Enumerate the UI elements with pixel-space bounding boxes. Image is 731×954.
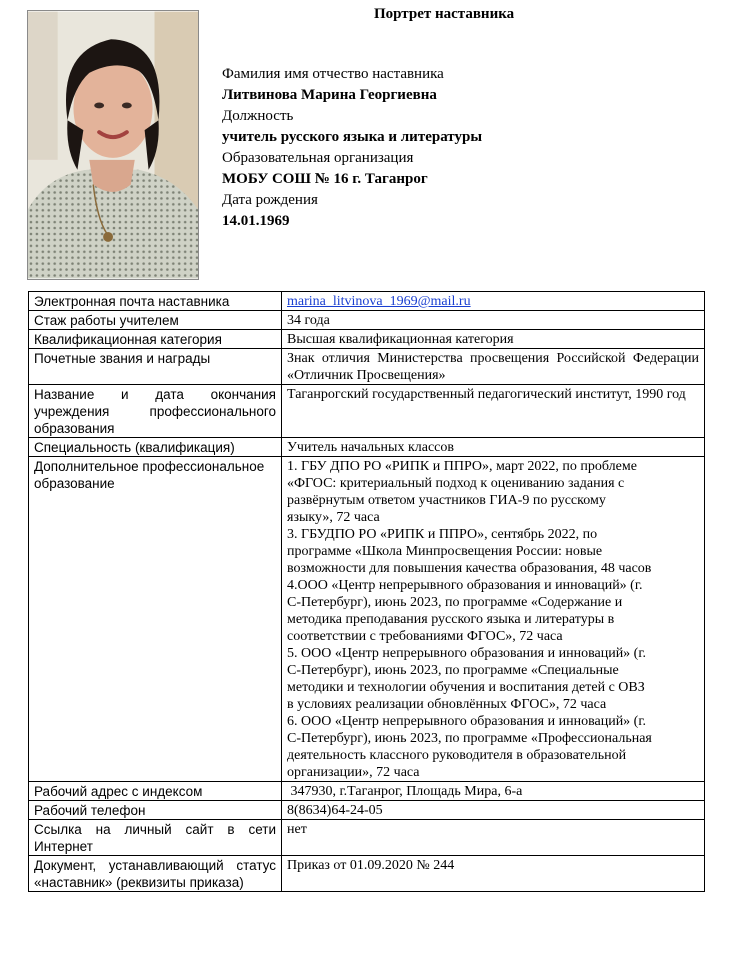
table-row-phone: [29, 801, 705, 820]
specialty-value: Учитель начальных классов: [282, 438, 705, 457]
phone-value: 8(8634)64-24-05: [282, 801, 705, 820]
table-row-website: [29, 820, 705, 856]
category-label: Квалификационная категория: [29, 330, 282, 349]
awards-label: Почетные звания и награды: [29, 349, 282, 385]
page-title: Портрет наставника: [374, 6, 515, 22]
extra-edu-line: деятельность классного руководителя в образовательной: [287, 748, 627, 763]
email-label: Электронная почта наставника: [29, 292, 282, 311]
website-label: Ссылка на личный сайт в сети Интернет: [29, 820, 282, 856]
experience-value: 34 года: [282, 311, 705, 330]
extra-edu-line: языку», 72 часа: [287, 510, 380, 525]
phone-label: Рабочий телефон: [29, 801, 282, 820]
address-label: Рабочий адрес с индексом: [29, 782, 282, 801]
extra-edu-line: организации», 72 часа: [287, 765, 420, 780]
table-row-specialty: [29, 438, 705, 457]
table-row-institution: [29, 385, 705, 438]
extra-edu-line: С-Петербург), июнь 2023, по программе «Профессиональная: [287, 731, 652, 746]
extra-edu-line: 4.ООО «Центр непрерывного образования и инноваций» (г.: [287, 578, 643, 593]
extra-edu-line: возможности для повышения качества образования, 48 часов: [287, 561, 652, 576]
table-row-extra-education: [29, 457, 705, 782]
extra-edu-line: «ФГОС: критериальный подход к оцениванию задания с: [287, 476, 625, 491]
portrait-image: [28, 11, 198, 279]
table-row-awards: [29, 349, 705, 385]
extra-edu-line: 5. ООО «Центр непрерывного образования и инноваций» (г.: [287, 646, 647, 661]
institution-label: Название и дата окончания учреждения профессионального образования: [29, 385, 282, 438]
email-link[interactable]: marina_litvinova_1969@mail.ru: [287, 294, 471, 309]
address-value: [282, 782, 705, 801]
specialty-label: Специальность (квалификация): [29, 438, 282, 457]
document-label: Документ, устанавливающий статус «наставник» (реквизиты приказа): [29, 856, 282, 892]
mentor-photo: [27, 10, 199, 280]
experience-label: Стаж работы учителем: [29, 311, 282, 330]
org-label: Образовательная организация: [222, 150, 414, 166]
email-cell: [282, 292, 705, 311]
name-label: Фамилия имя отчество наставника: [222, 66, 444, 82]
table-row-document: [29, 856, 705, 892]
org-value: МОБУ СОШ № 16 г. Таганрог: [222, 171, 428, 187]
extra-edu-line: развёрнутым ответом участников ГИА-9 по русскому: [287, 493, 606, 508]
extra-edu-line: методики и технологии обучения и воспитания детей с ОВЗ: [287, 680, 645, 695]
document-value: Приказ от 01.09.2020 № 244: [282, 856, 705, 892]
table-row-category: [29, 330, 705, 349]
birth-value: 14.01.1969: [222, 213, 290, 229]
extra-edu-label: Дополнительное профессиональное образование: [29, 457, 282, 782]
extra-edu-line: методика преподавания русского языка и литературы в: [287, 612, 615, 627]
extra-edu-line: 6. ООО «Центр непрерывного образования и инноваций» (г.: [287, 714, 647, 729]
extra-edu-line: 1. ГБУ ДПО РО «РИПК и ППРО», март 2022, по проблеме: [287, 459, 637, 474]
extra-edu-value: [282, 457, 705, 782]
birth-label: Дата рождения: [222, 192, 318, 208]
profile-block: [222, 64, 482, 232]
name-value: Литвинова Марина Георгиевна: [222, 87, 437, 103]
extra-edu-line: 3. ГБУДПО РО «РИПК и ППРО», сентябрь 2022, по: [287, 527, 598, 542]
position-value: учитель русского языка и литературы: [222, 129, 483, 145]
mentor-info-table: [28, 291, 705, 892]
extra-edu-line: соответствии с требованиями ФГОС», 72 часа: [287, 629, 563, 644]
institution-value: Таганрогский государственный педагогический институт, 1990 год: [282, 385, 705, 438]
extra-edu-line: С-Петербург), июнь 2023, по программе «Содержание и: [287, 595, 623, 610]
website-value: нет: [282, 820, 705, 856]
awards-value: Знак отличия Министерства просвещения Российской Федерации «Отличник Просвещения»: [282, 349, 705, 385]
table-row-email: [29, 292, 705, 311]
table-row-address: [29, 782, 705, 801]
extra-edu-line: программе «Школа Минпросвещения России: новые: [287, 544, 603, 559]
category-value: Высшая квалификационная категория: [282, 330, 705, 349]
position-label: Должность: [222, 108, 294, 124]
extra-edu-line: в условиях реализации обновлённых ФГОС», 72 часа: [287, 697, 607, 712]
table-row-experience: [29, 311, 705, 330]
extra-edu-line: С-Петербург), июнь 2023, по программе «Специальные: [287, 663, 619, 678]
address-text: 347930, г.Таганрог, Площадь Мира, 6-а: [290, 784, 523, 799]
